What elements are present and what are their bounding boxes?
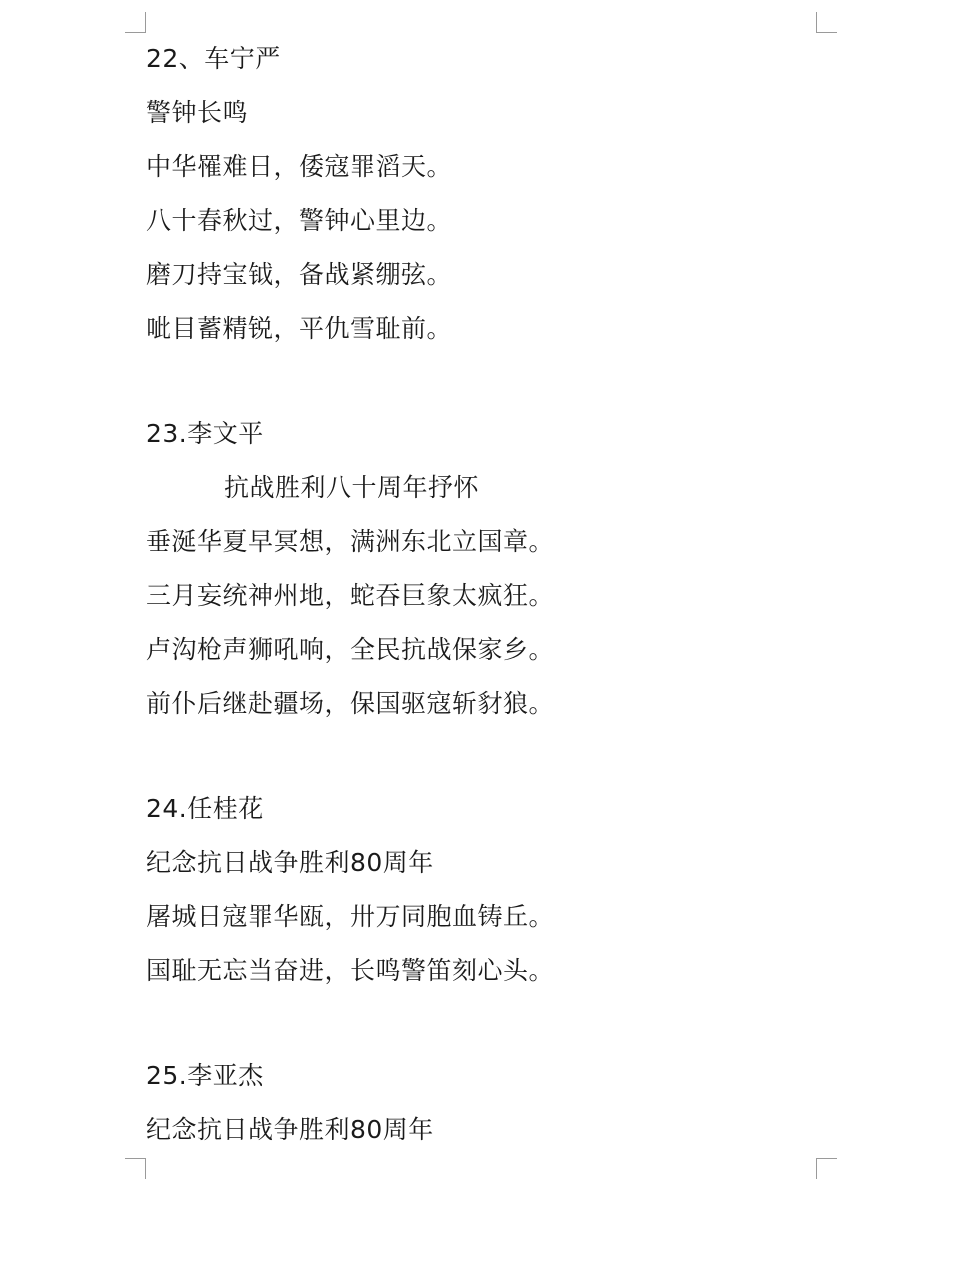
poem-line: 中华罹难日，倭寇罪滔天。 <box>146 152 453 181</box>
corner-mark-top-left <box>125 12 146 33</box>
poem-title: 抗战胜利八十周年抒怀 <box>224 473 480 502</box>
poem-heading: 22、车宁严 <box>146 44 281 73</box>
poem-line: 八十春秋过，警钟心里边。 <box>146 206 453 235</box>
poem-title: 警钟长鸣 <box>146 98 249 127</box>
poem-heading: 24.任桂花 <box>146 794 264 823</box>
corner-mark-top-right <box>816 12 837 33</box>
poem-line: 磨刀持宝钺，备战紧绷弦。 <box>146 260 453 289</box>
poem-line: 三月妄统神州地，蛇吞巨象太疯狂。 <box>146 581 555 610</box>
poem-title: 纪念抗日战争胜利80周年 <box>146 1115 434 1144</box>
poem-line: 前仆后继赴疆场，保国驱寇斩豺狼。 <box>146 689 555 718</box>
poem-line: 国耻无忘当奋进，长鸣警笛刻心头。 <box>146 956 555 985</box>
poem-heading: 23.李文平 <box>146 419 264 448</box>
poem-heading: 25.李亚杰 <box>146 1061 264 1090</box>
poem-line: 垂涎华夏早冥想，满洲东北立国章。 <box>146 527 555 556</box>
poem-line: 呲目蓄精锐，平仇雪耻前。 <box>146 314 453 343</box>
corner-mark-bottom-left <box>125 1158 146 1179</box>
poem-title: 纪念抗日战争胜利80周年 <box>146 848 434 877</box>
corner-mark-bottom-right <box>816 1158 837 1179</box>
poem-line: 屠城日寇罪华瓯，卅万同胞血铸丘。 <box>146 902 555 931</box>
poem-line: 卢沟枪声狮吼响，全民抗战保家乡。 <box>146 635 555 664</box>
